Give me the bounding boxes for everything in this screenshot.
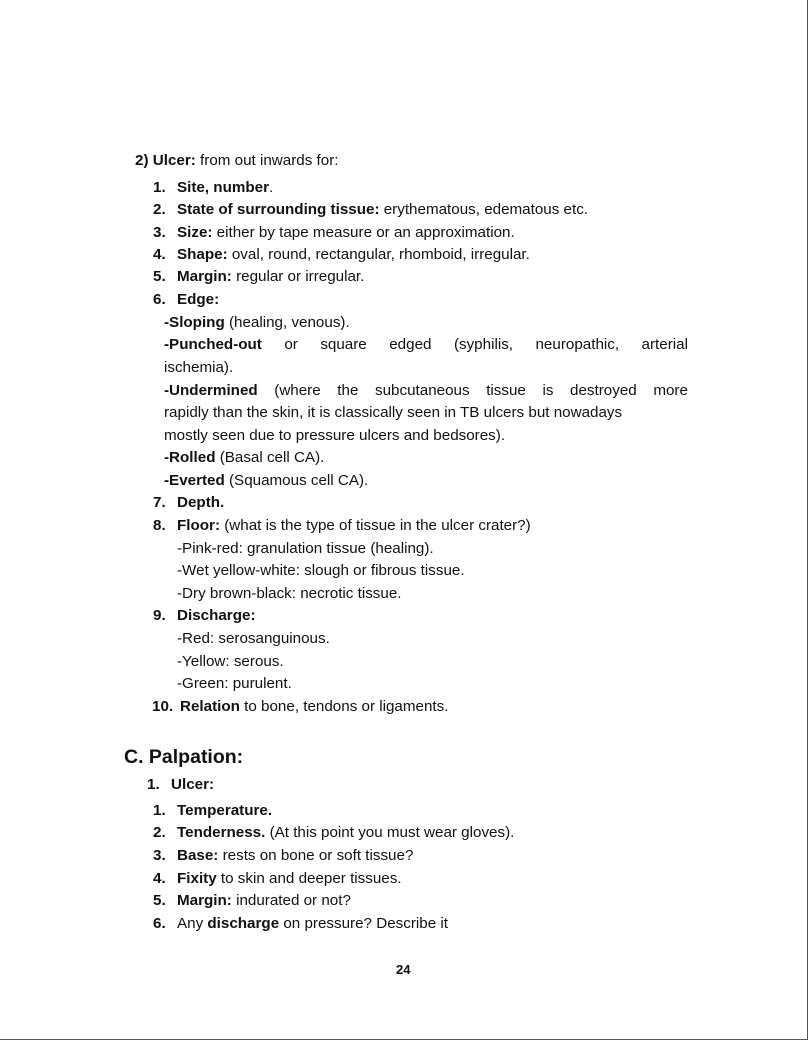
edge-everted: -Everted (Squamous cell CA). bbox=[164, 472, 369, 489]
list-item-discharge: 9. Discharge: bbox=[153, 607, 256, 624]
ulcer-section-title: 2) Ulcer: from out inwards for: bbox=[135, 152, 339, 169]
edge-punched-out: -Punched-out or square edged (syphilis, neuropathic, arterial bbox=[164, 336, 688, 353]
list-item-margin: 5. Margin: regular or irregular. bbox=[153, 268, 365, 285]
palpation-heading: C. Palpation: bbox=[124, 746, 244, 768]
page-number: 24 bbox=[396, 962, 411, 977]
palpation-item-tenderness: 2. Tenderness. (At this point you must wear gloves). bbox=[153, 824, 515, 841]
palpation-item-discharge: 6. Any discharge on pressure? Describe it bbox=[153, 915, 448, 932]
floor-type: -Wet yellow-white: slough or fibrous tissue. bbox=[177, 562, 465, 579]
list-item-shape: 4. Shape: oval, round, rectangular, rhomboid, irregular. bbox=[153, 246, 530, 263]
palpation-item-temperature: 1. Temperature. bbox=[153, 802, 273, 819]
discharge-type: -Red: serosanguinous. bbox=[177, 630, 330, 647]
edge-undermined-cont: rapidly than the skin, it is classically seen in TB ulcers but nowadays bbox=[164, 404, 623, 421]
list-item-relation: 10. Relation to bone, tendons or ligaments. bbox=[152, 698, 449, 715]
floor-type: -Pink-red: granulation tissue (healing). bbox=[177, 540, 434, 557]
palpation-item-margin: 5. Margin: indurated or not? bbox=[153, 892, 351, 909]
list-item-site: 1. Site, number. bbox=[153, 179, 274, 196]
edge-undermined-cont: mostly seen due to pressure ulcers and bedsores). bbox=[164, 427, 506, 444]
list-item-depth: 7. Depth. bbox=[153, 494, 225, 511]
list-item-edge: 6. Edge: bbox=[153, 291, 220, 308]
palpation-item-base: 3. Base: rests on bone or soft tissue? bbox=[153, 847, 414, 864]
discharge-type: -Green: purulent. bbox=[177, 675, 292, 692]
edge-punched-out-cont: ischemia). bbox=[164, 359, 234, 376]
edge-undermined: -Undermined (where the subcutaneous tissue is destroyed more bbox=[164, 382, 688, 399]
palpation-subheading: 1. Ulcer: bbox=[147, 776, 215, 793]
floor-type: -Dry brown-black: necrotic tissue. bbox=[177, 585, 402, 602]
discharge-type: -Yellow: serous. bbox=[177, 653, 284, 670]
list-item-surrounding-tissue: 2. State of surrounding tissue: erythematous, edematous etc. bbox=[153, 201, 589, 218]
palpation-item-fixity: 4. Fixity to skin and deeper tissues. bbox=[153, 870, 402, 887]
edge-rolled: -Rolled (Basal cell CA). bbox=[164, 449, 325, 466]
edge-sloping: -Sloping (healing, venous). bbox=[164, 314, 350, 331]
list-item-size: 3. Size: either by tape measure or an approximation. bbox=[153, 224, 515, 241]
list-item-floor: 8. Floor: (what is the type of tissue in the ulcer crater?) bbox=[153, 517, 531, 534]
